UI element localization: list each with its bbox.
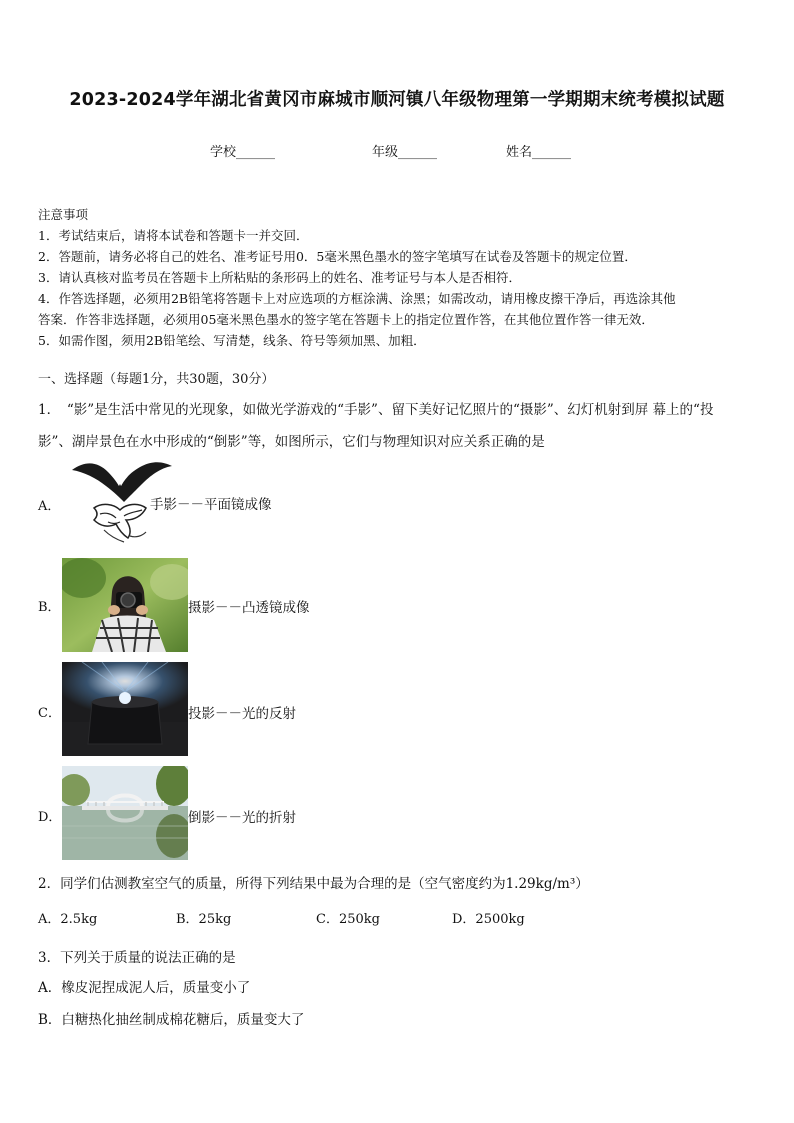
question-1-option-b[interactable] [38,558,638,654]
note-item: 1．考试结束后，请将本试卷和答题卡一并交回． [38,228,309,243]
grade-field: 年级______ [372,145,438,160]
question-3-option-b[interactable]: B．白糖热化抽丝制成棉花糖后，质量变大了 [38,1012,305,1028]
question-1-stem [38,394,760,458]
note-item: 2．答题前，请务必将自己的姓名、准考证号用0．5毫米黑色墨水的签字笔填写在试卷及答题卡的规定位置． [38,249,637,264]
note-item: 4．作答选择题，必须用2B铅笔将答题卡上对应选项的方框涂满、涂黑；如需改动，请用橡皮擦干净后，再选涂其他 [38,291,676,306]
name-field: 姓名______ [506,145,572,160]
question-3-option-a[interactable]: A．橡皮泥捏成泥人后，质量变小了 [38,980,251,996]
section-heading: 一、选择题（每题1分，共30题，30分） [38,372,275,387]
exam-title: 2023-2024学年湖北省黄冈市麻城市顺河镇八年级物理第一学期期末统考模拟试题 [69,90,725,110]
note-item: 答案．作答非选择题，必须用05毫米黑色墨水的签字笔在答题卡上的指定位置作答，在其他位置作答一律无效． [38,312,654,327]
exam-notes [38,204,758,351]
option-letter: B． [38,600,61,615]
question-1-option-d[interactable] [38,766,638,862]
option-text: 投影－－光的反射 [188,706,296,722]
option-letter: D． [38,810,62,825]
notes-heading: 注意事项 [38,207,89,222]
option-text: 倒影－－光的折射 [188,810,296,826]
question-2-option-a[interactable]: A．2.5kg [38,912,98,927]
question-1-line-2: 影”、湖岸景色在水中形成的“倒影”等，如图所示，它们与物理知识对应关系正确的是 [38,434,545,450]
question-2-stem: 2．同学们估测教室空气的质量，所得下列结果中最为合理的是（空气密度约为1.29kg/m³） [38,876,589,892]
question-1-line-1: 1． “影”是生活中常见的光现象，如做光学游戏的“手影”、留下美好记忆照片的“摄影”、幻灯机射到屏 幕上的“投 [38,402,714,418]
note-item: 3．请认真核对监考员在答题卡上所粘贴的条形码上的姓名、准考证号与本人是否相符． [38,270,521,285]
option-text: 摄影－－凸透镜成像 [188,600,310,616]
question-2-option-b[interactable]: B．25kg [176,912,232,927]
photographer-image [62,558,188,652]
bridge-reflection-image [62,766,188,860]
question-2-option-c[interactable]: C．250kg [316,912,380,927]
option-letter: A． [38,499,61,514]
projector-image [62,662,188,756]
question-2-option-d[interactable]: D．2500kg [452,912,525,927]
question-3-stem: 3．下列关于质量的说法正确的是 [38,950,236,966]
option-text: 手影－－平面镜成像 [150,497,272,513]
option-letter: C． [38,706,61,721]
question-1-option-c[interactable] [38,662,638,758]
school-field: 学校______ [210,145,276,160]
note-item: 5．如需作图，须用2B铅笔绘、写清楚，线条、符号等须加黑、加粗． [38,333,426,348]
question-1-option-a[interactable] [38,458,638,554]
